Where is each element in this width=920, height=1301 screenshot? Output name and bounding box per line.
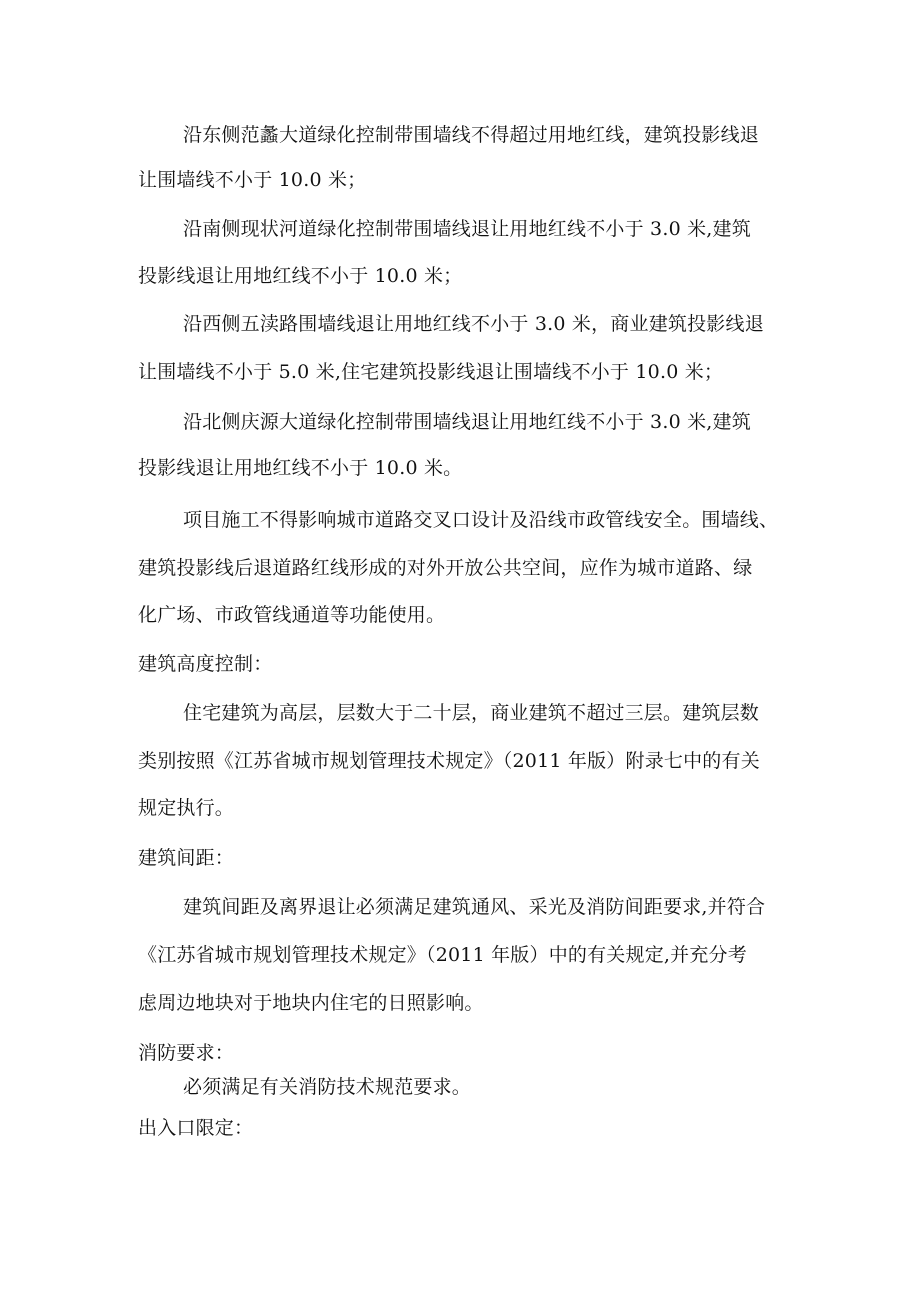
- paragraph-south-setback-line2: 投影线退让用地红线不小于 10.0 米；: [138, 265, 463, 287]
- paragraph-fire-line1: 必须满足有关消防技术规范要求。: [183, 1076, 472, 1098]
- heading-fire-protection: 消防要求：: [138, 1042, 235, 1064]
- paragraph-construction-line1: 项目施工不得影响城市道路交叉口设计及沿线市政管线安全。围墙线、: [183, 509, 779, 531]
- paragraph-east-setback-line2: 让围墙线不小于 10.0 米；: [138, 169, 367, 191]
- paragraph-spacing-line2: 《江苏省城市规划管理技术规定》（2011 年版）中的有关规定,并充分考: [138, 944, 747, 966]
- paragraph-spacing-line1: 建筑间距及离界退让必须满足建筑通风、采光及消防间距要求,并符合: [183, 896, 766, 918]
- heading-entrance-limits: 出入口限定：: [138, 1117, 254, 1139]
- paragraph-east-setback-line1: 沿东侧范蠡大道绿化控制带围墙线不得超过用地红线，建筑投影线退: [183, 124, 760, 146]
- paragraph-west-setback-line1: 沿西侧五渎路围墙线退让用地红线不小于 3.0 米，商业建筑投影线退: [183, 313, 764, 335]
- paragraph-construction-line2: 建筑投影线后退道路红线形成的对外开放公共空间，应作为城市道路、绿: [138, 557, 753, 579]
- paragraph-spacing-line3: 虑周边地块对于地块内住宅的日照影响。: [138, 992, 484, 1014]
- paragraph-north-setback-line2: 投影线退让用地红线不小于 10.0 米。: [138, 457, 463, 479]
- heading-building-height: 建筑高度控制：: [138, 653, 273, 675]
- paragraph-height-line1: 住宅建筑为高层，层数大于二十层，商业建筑不超过三层。建筑层数: [183, 702, 760, 724]
- paragraph-height-line2: 类别按照《江苏省城市规划管理技术规定》（2011 年版）附录七中的有关: [138, 750, 760, 772]
- paragraph-construction-line3: 化广场、市政管线通道等功能使用。: [138, 604, 446, 626]
- paragraph-south-setback-line1: 沿南侧现状河道绿化控制带围墙线退让用地红线不小于 3.0 米,建筑: [183, 218, 751, 240]
- paragraph-height-line3: 规定执行。: [138, 797, 235, 819]
- heading-building-spacing: 建筑间距：: [138, 847, 235, 869]
- paragraph-north-setback-line1: 沿北侧庆源大道绿化控制带围墙线退让用地红线不小于 3.0 米,建筑: [183, 411, 751, 433]
- paragraph-west-setback-line2: 让围墙线不小于 5.0 米,住宅建筑投影线退让围墙线不小于 10.0 米；: [138, 361, 724, 383]
